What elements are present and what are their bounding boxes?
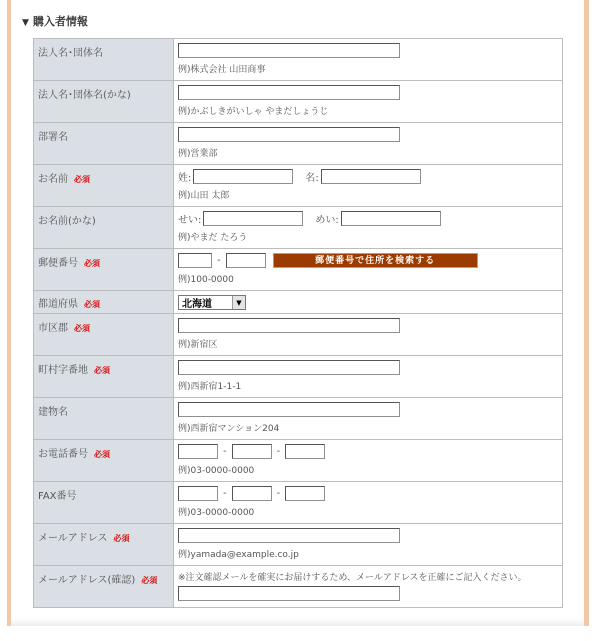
field-name [174, 165, 563, 207]
row-phone [34, 440, 563, 482]
name-kana-example: 例)やまだ たろう [178, 233, 248, 243]
building-example: 例)西新宿マンション204 [178, 424, 280, 434]
label-name: お名前 必須 [34, 165, 174, 207]
triangle-down-icon: ▼ [22, 18, 29, 28]
frame-right-border [584, 0, 589, 626]
purchaser-form [33, 38, 563, 608]
required-badge: 必須 [84, 300, 100, 309]
first-name-kana-input[interactable] [341, 211, 441, 226]
city-example: 例)新宿区 [178, 340, 218, 350]
phone-area-input[interactable] [178, 444, 218, 459]
street-example: 例)西新宿1-1-1 [178, 382, 242, 392]
city-input[interactable] [178, 318, 400, 333]
sei-label: 姓: [178, 173, 192, 184]
phone-last-input[interactable] [285, 444, 325, 459]
section-heading: ▼ 購入者情報 [22, 15, 88, 28]
label-prefecture: 都道府県 必須 [34, 291, 174, 314]
label-department: 部署名 [34, 123, 174, 165]
label-phone: お電話番号 必須 [34, 440, 174, 482]
department-example: 例)営業部 [178, 149, 218, 159]
email-example: 例)yamada@example.co.jp [178, 550, 299, 560]
prefecture-selected: 北海道 [182, 299, 212, 310]
field-prefecture [174, 291, 563, 314]
row-prefecture [34, 291, 563, 314]
field-fax [174, 482, 563, 524]
field-city [174, 314, 563, 356]
phone-example: 例)03-0000-0000 [178, 466, 255, 476]
field-email [174, 524, 563, 566]
frame-left-border [7, 0, 11, 626]
building-input[interactable] [178, 402, 400, 417]
company-example: 例)株式会社 山田商事 [178, 65, 266, 75]
zip-example: 例)100-0000 [178, 275, 234, 285]
label-email-confirm: メールアドレス(確認) 必須 [34, 566, 174, 608]
label-email: メールアドレス 必須 [34, 524, 174, 566]
required-badge: 必須 [94, 450, 110, 459]
fax-middle-input[interactable] [232, 486, 272, 501]
company-input[interactable] [178, 43, 400, 58]
fax-last-input[interactable] [285, 486, 325, 501]
company-kana-example: 例)かぶしきがいしゃ やまだしょうじ [178, 107, 329, 117]
zip-separator: - [217, 255, 221, 266]
field-email-confirm [174, 566, 563, 608]
dropdown-arrow-icon[interactable]: ▼ [232, 296, 245, 309]
mei-kana-label: めい: [315, 215, 339, 226]
fax-separator-1: - [223, 488, 227, 499]
street-input[interactable] [178, 360, 400, 375]
field-phone [174, 440, 563, 482]
row-email-confirm [34, 566, 563, 608]
required-badge: 必須 [74, 324, 90, 333]
required-badge: 必須 [113, 534, 130, 543]
mei-label: 名: [305, 173, 319, 184]
required-badge: 必須 [74, 175, 90, 184]
required-badge: 必須 [141, 576, 158, 585]
required-badge: 必須 [84, 259, 100, 268]
label-company: 法人名･団体名 [34, 39, 174, 81]
row-street [34, 356, 563, 398]
row-fax [34, 482, 563, 524]
email-input[interactable] [178, 528, 400, 543]
required-badge: 必須 [94, 366, 110, 375]
row-company [34, 39, 563, 81]
phone-separator-1: - [223, 446, 227, 457]
label-street: 町村字番地 必須 [34, 356, 174, 398]
prefecture-select[interactable] [178, 295, 246, 310]
phone-middle-input[interactable] [232, 444, 272, 459]
label-zip: 郵便番号 必須 [34, 249, 174, 291]
field-building [174, 398, 563, 440]
sei-kana-label: せい: [178, 215, 202, 226]
row-company-kana [34, 81, 563, 123]
label-company-kana: 法人名･団体名(かな) [34, 81, 174, 123]
last-name-input[interactable] [193, 169, 293, 184]
email-confirm-note: ※注文確認メールを確実にお届けするため、メールアドレスを正確にご記入ください。 [178, 573, 527, 583]
fax-area-input[interactable] [178, 486, 218, 501]
row-zip [34, 249, 563, 291]
row-name-kana [34, 207, 563, 249]
field-company [174, 39, 563, 81]
email-confirm-input[interactable] [178, 586, 400, 601]
company-kana-input[interactable] [178, 85, 400, 100]
first-name-input[interactable] [321, 169, 421, 184]
department-input[interactable] [178, 127, 400, 142]
frame-bottom-shadow [11, 618, 584, 626]
row-email [34, 524, 563, 566]
last-name-kana-input[interactable] [203, 211, 303, 226]
field-street [174, 356, 563, 398]
field-zip [174, 249, 563, 291]
phone-separator-2: - [276, 446, 281, 457]
zip-first-input[interactable] [178, 253, 212, 268]
row-building [34, 398, 563, 440]
field-name-kana [174, 207, 563, 249]
row-name [34, 165, 563, 207]
fax-example: 例)03-0000-0000 [178, 508, 255, 518]
field-department [174, 123, 563, 165]
name-example: 例)山田 太郎 [178, 191, 230, 201]
label-city: 市区郡 必須 [34, 314, 174, 356]
fax-separator-2: - [276, 488, 281, 499]
zip-second-input[interactable] [226, 253, 266, 268]
row-department [34, 123, 563, 165]
row-city [34, 314, 563, 356]
field-company-kana [174, 81, 563, 123]
label-fax: FAX番号 [34, 482, 174, 524]
label-building: 建物名 [34, 398, 174, 440]
zip-search-button[interactable]: 郵便番号で住所を検索する [273, 253, 478, 268]
label-name-kana: お名前(かな) [34, 207, 174, 249]
